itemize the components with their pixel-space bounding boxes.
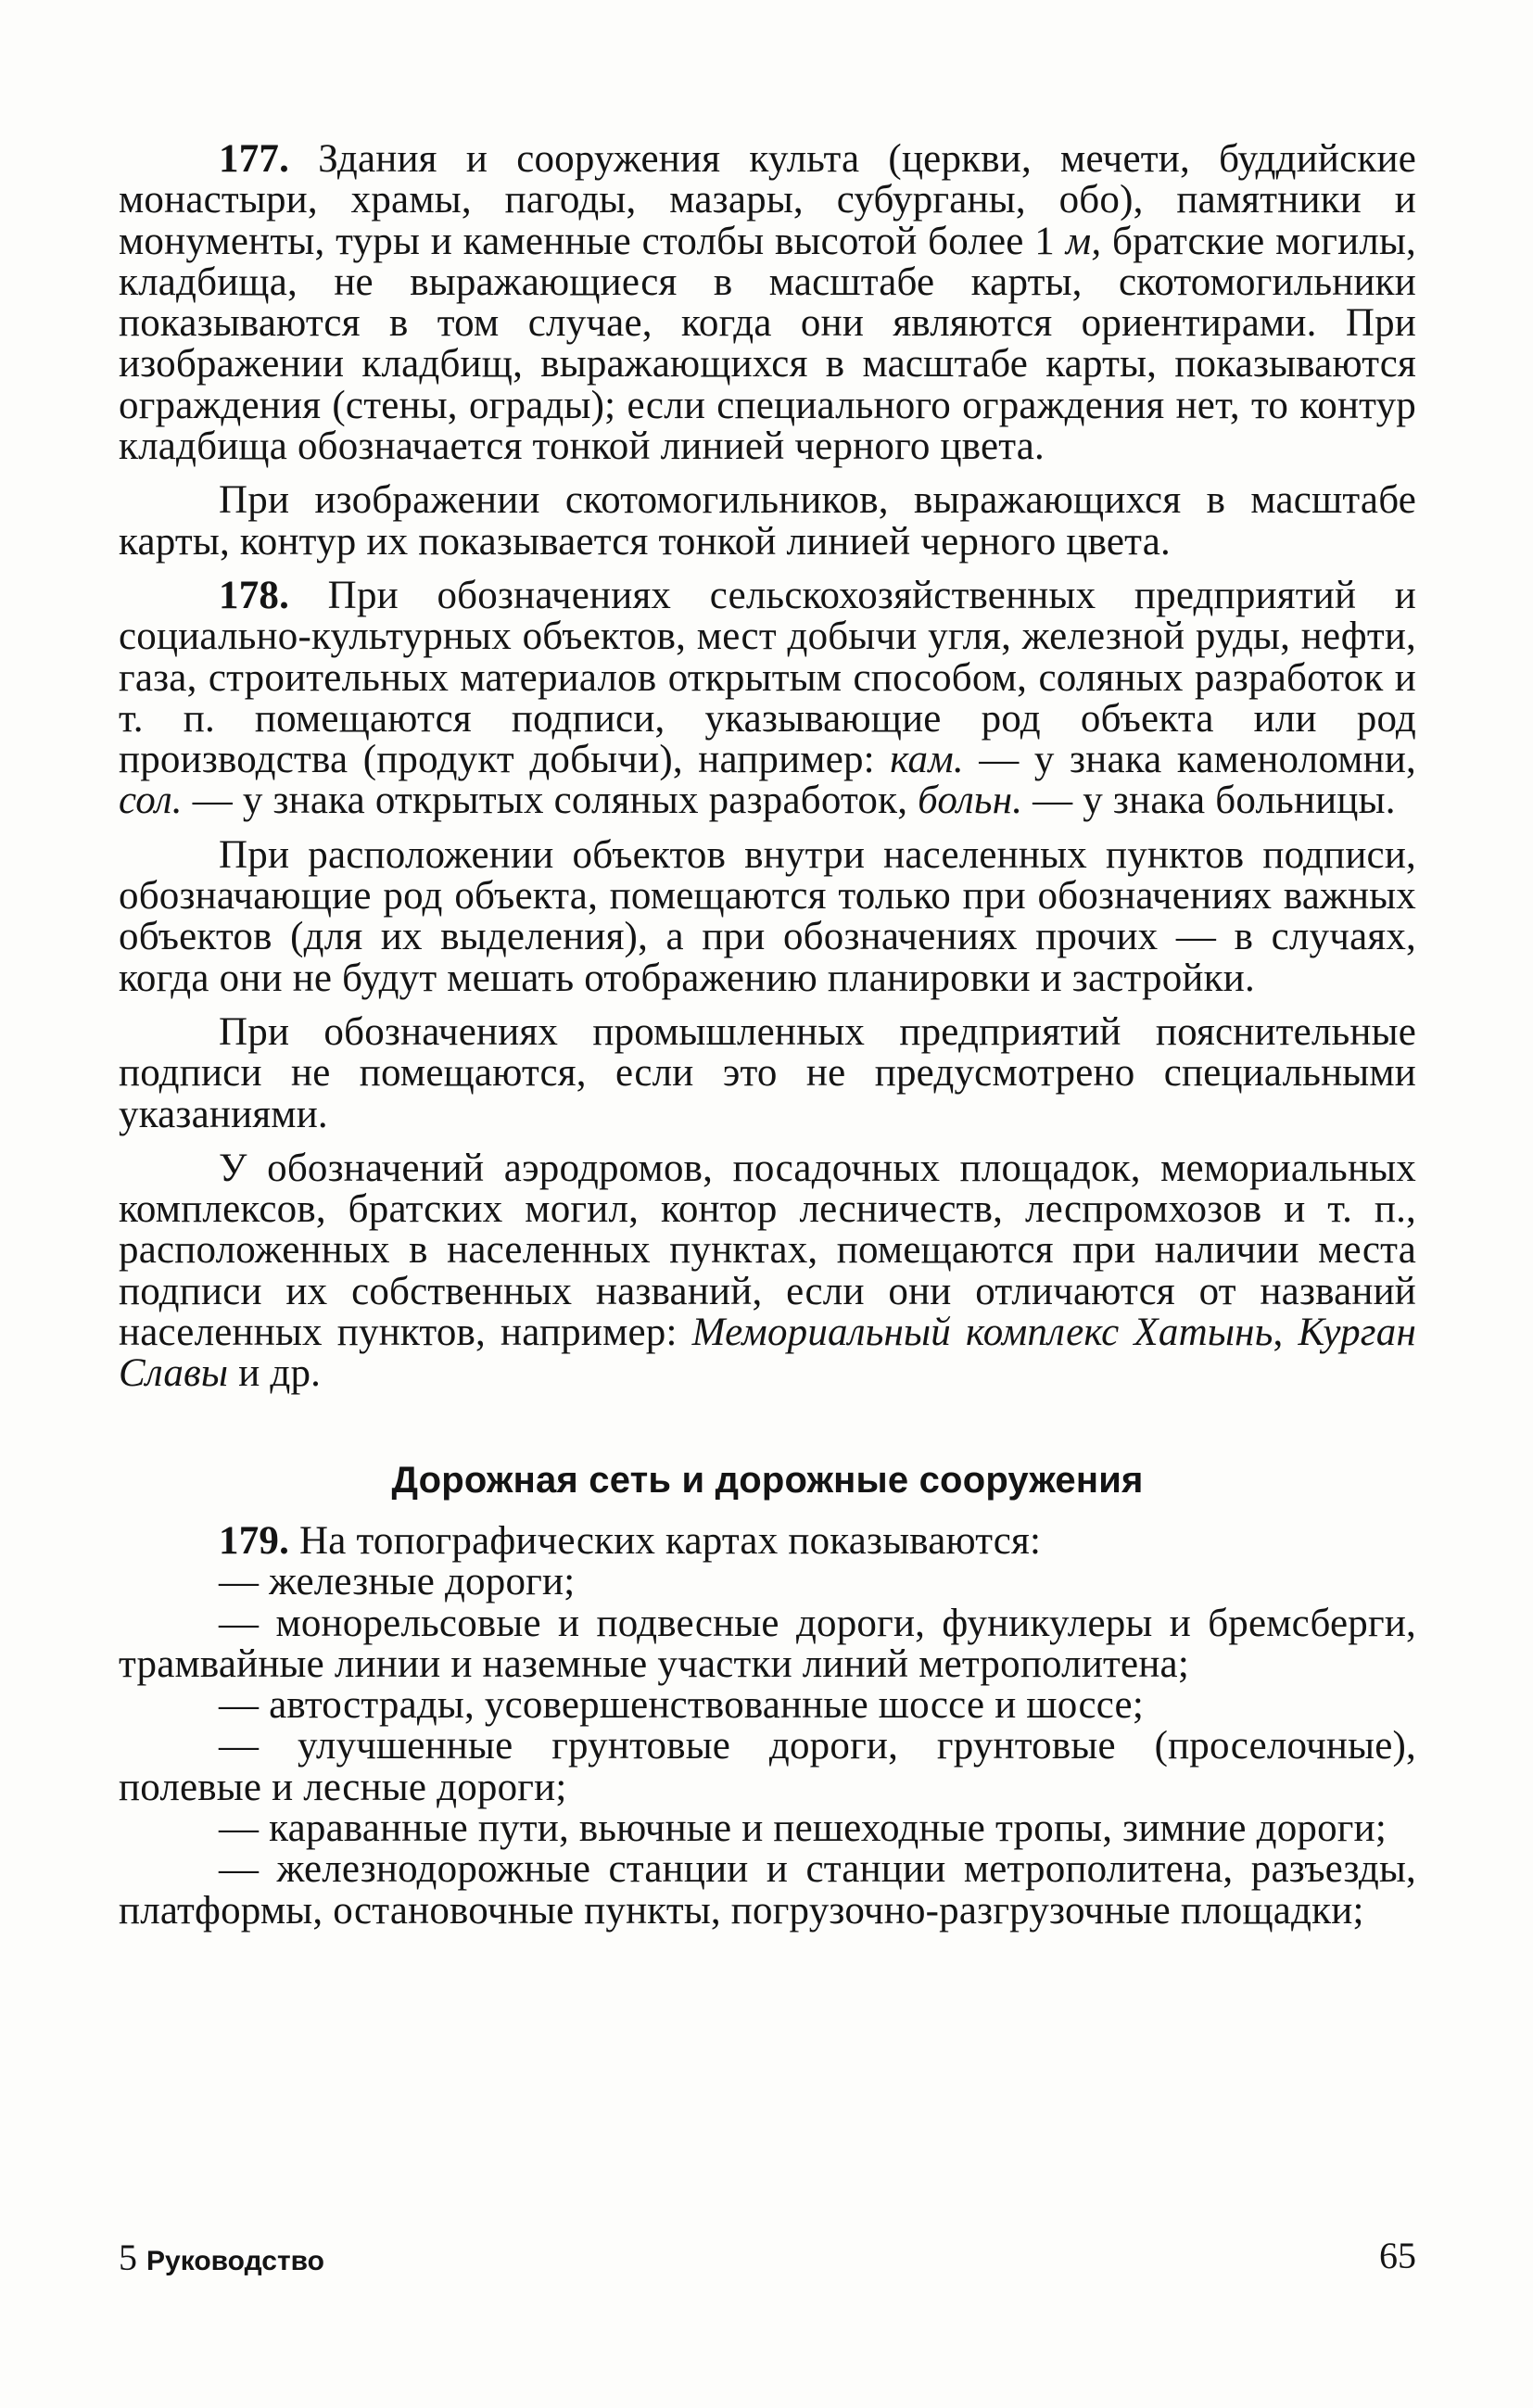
- clause-number: 177.: [219, 137, 290, 181]
- page-body: [119, 139, 1416, 1932]
- paragraph-text: — у знака открытых соляных разработок,: [182, 779, 919, 823]
- clause-number: 178.: [219, 573, 290, 617]
- example-abbrev: кам.: [890, 738, 964, 782]
- page-number: 65: [1379, 2235, 1416, 2276]
- clause-number: 179.: [219, 1518, 290, 1563]
- paragraph-text: Здания и сооружения культа (церкви, мечети, буддийские монастыри, храмы, пагоды, мазары, субурганы, обо), памятники и монументы, туры и каменные столбы высотой более 1: [119, 137, 1416, 263]
- paragraph-text: У обозначений аэродромов, посадочных площадок, мемориальных комплексов, братских могил, контор лесничеств, леспромхозов и т. п., расположенных в населенных пунктах, помещаются при наличии места подписи их собственных названий, если они отличаются от названий населенных пунктов, например:: [119, 1146, 1416, 1355]
- paragraph-178: [119, 573, 1417, 823]
- paragraph-178-c: При обозначениях промышленных предприятий пояснительные подписи не помещаются, если это не предусмотрено специальными указаниями.: [119, 1009, 1416, 1136]
- footer-signature: [119, 2236, 324, 2279]
- paragraph-177: [119, 139, 1416, 467]
- signature-mark: 5: [119, 2237, 137, 2278]
- paragraph-179: [119, 1518, 1416, 1563]
- unit-text: м,: [1065, 219, 1102, 263]
- list-item: — железные дороги;: [219, 1560, 576, 1604]
- list-item: — монорельсовые и подвесные дороги, фуникулеры и бремсберги, трамвайные линии и наземные участки линий метрополитена;: [119, 1601, 1416, 1686]
- paragraph-text: — у знака больницы.: [1022, 779, 1396, 823]
- book-title: Руководство: [146, 2246, 325, 2276]
- paragraph-text: братские могилы, кладбища, не выражающиеся в масштабе карты, скотомогильники показываются в том случае, когда они являются ориентирами. При изображении кладбищ, выражающихся в масштабе карты, показываются ограждения (стены, ограды); если специального ограждения нет, то контур кладбища обозначается тонкой линией черного цвета.: [119, 219, 1416, 469]
- example-name: Курган Славы: [119, 1311, 1416, 1396]
- list-item: — улучшенные грунтовые дороги, грунтовые (проселочные), полевые и лесные дороги;: [119, 1724, 1416, 1809]
- paragraph-178-b: При расположении объектов внутри населенных пунктов подписи, обозначающие род объекта, помещаются только при обозначениях важных объектов (для их выделения), а при обозначениях прочих — в случаях, когда они не будут мешать отображению планировки и застройки.: [119, 832, 1416, 1000]
- example-abbrev: сол.: [119, 779, 183, 823]
- paragraph-text: и др.: [228, 1351, 322, 1396]
- paragraph-text: — у знака каменоломни,: [963, 738, 1417, 782]
- example-abbrev: больн.: [918, 779, 1023, 823]
- section-heading: Дорожная сеть и дорожные сооружения: [391, 1459, 1144, 1501]
- example-name: Мемориальный комплекс Хатынь: [691, 1311, 1273, 1355]
- paragraph-text: При обозначениях сельскохозяйственных предприятий и социально-культурных объектов, мест добычи угля, железной руды, нефти, газа, строительных материалов открытым способом, соляных разработок и т. п. помещаются подписи, указывающие род объекта или род производства (продукт добычи), например:: [119, 573, 1416, 782]
- separator: ,: [1273, 1311, 1299, 1355]
- paragraph-text: На топографических картах показываются:: [289, 1518, 1042, 1563]
- paragraph-178-d: [119, 1148, 1416, 1395]
- list-item: — железнодорожные станции и станции метрополитена, разъезды, платформы, остановочные пункты, погрузочно-разгрузочные площадки;: [119, 1847, 1416, 1933]
- list-item: — автострады, усовершенствованные шоссе и шоссе;: [219, 1683, 1144, 1728]
- paragraph-177-b: При изображении скотомогильников, выражающихся в масштабе карты, контур их показывается тонкой линией черного цвета.: [119, 478, 1416, 564]
- list-item: — караванные пути, вьючные и пешеходные тропы, зимние дороги;: [219, 1806, 1387, 1850]
